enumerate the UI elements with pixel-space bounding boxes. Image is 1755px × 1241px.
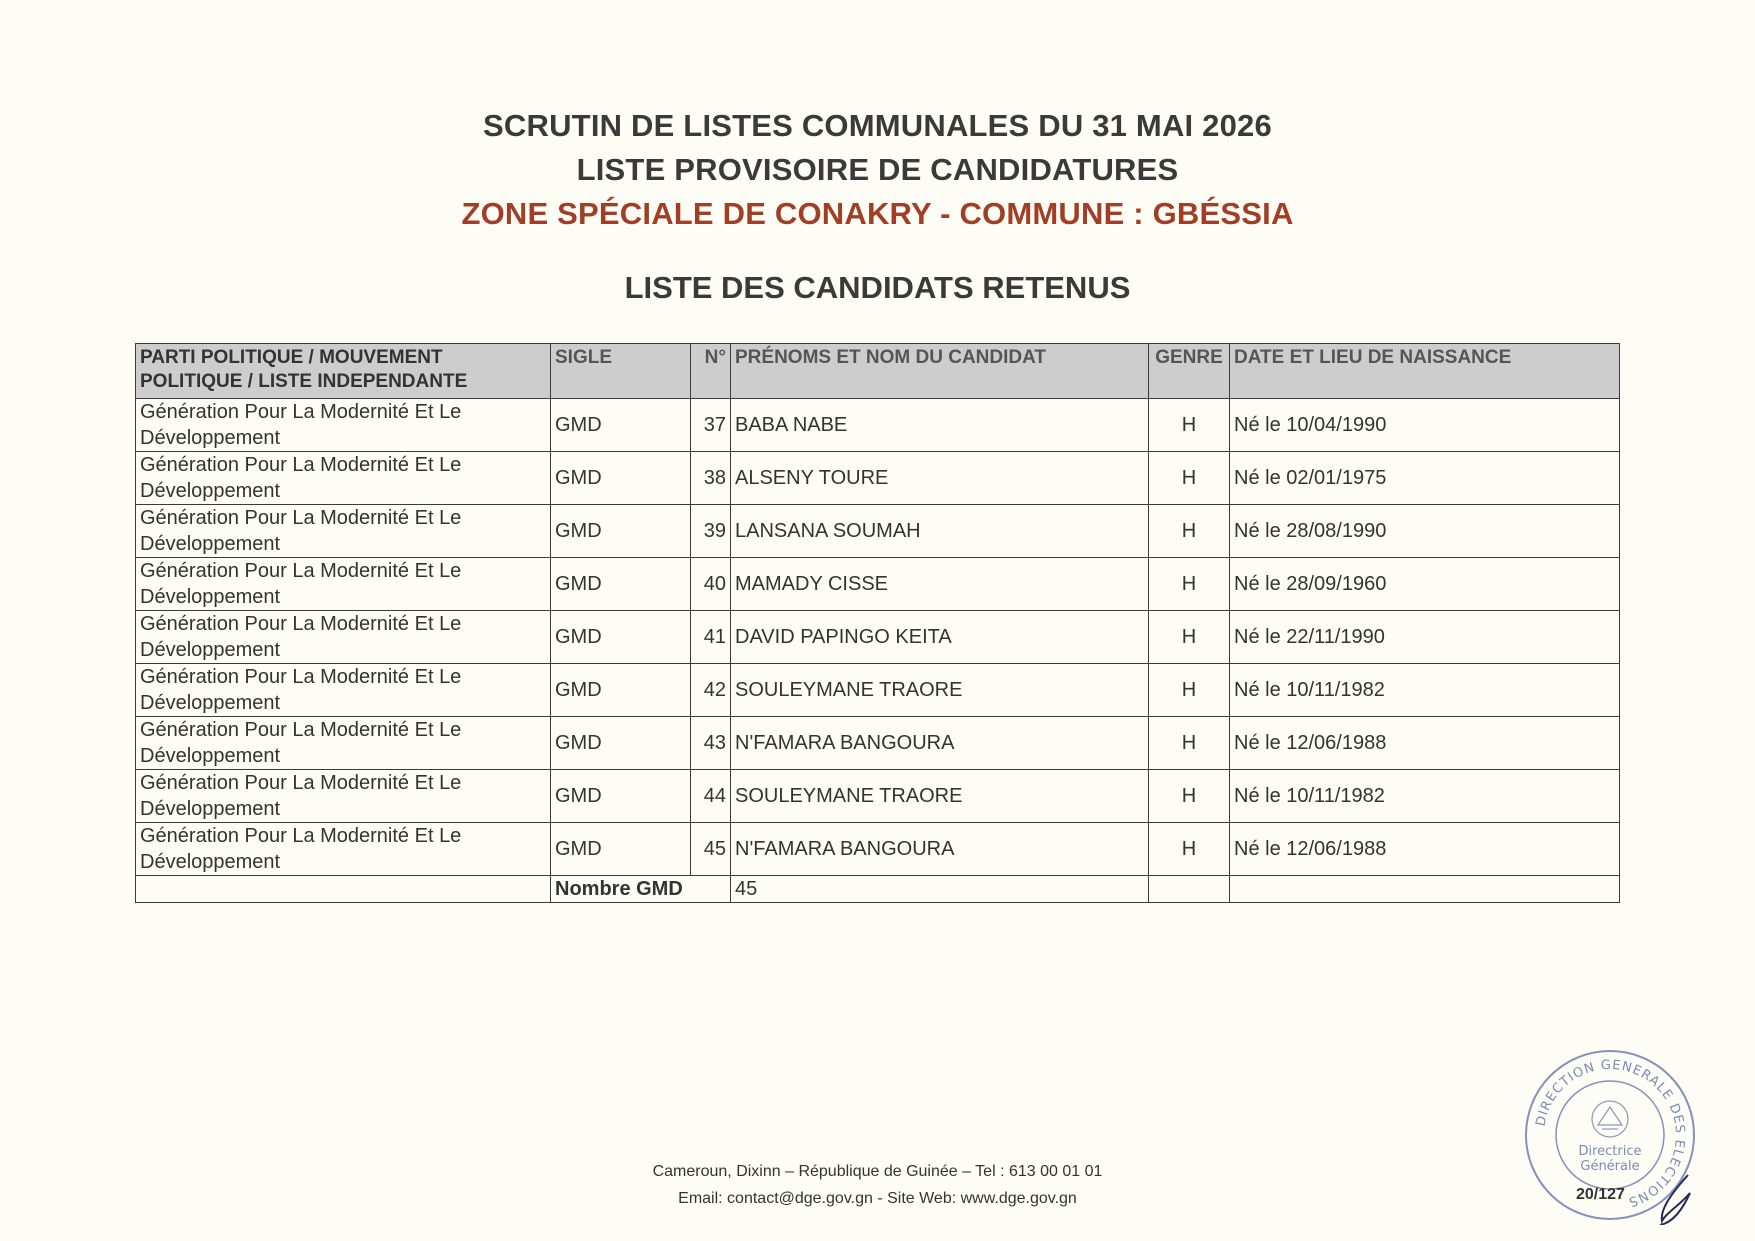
cell-number: 38 [691,452,731,505]
cell-candidate-name: N'FAMARA BANGOURA [731,823,1149,876]
header-genre: GENRE [1149,344,1230,399]
table-row [136,399,1620,452]
footer-contact: Email: contact@dge.gov.gn - Site Web: www.dge.gov.gn [678,1190,1077,1207]
cell-sigle: GMD [551,770,691,823]
total-label: Nombre GMD [551,876,731,903]
cell-genre: H [1149,505,1230,558]
cell-candidate-name: LANSANA SOUMAH [731,505,1149,558]
table-row [136,505,1620,558]
cell-birth: Né le 28/08/1990 [1230,505,1620,558]
table-row [136,770,1620,823]
table-header-row [136,344,1620,399]
cell-party: Génération Pour La Modernité Et Le Développement [136,664,551,717]
cell-sigle: GMD [551,717,691,770]
cell-number: 40 [691,558,731,611]
cell-party: Génération Pour La Modernité Et Le Développement [136,452,551,505]
stamp-ring-text: DIRECTION GENERALE DES ELECTIONS [1533,1057,1688,1210]
header-candidate-name: PRÉNOMS ET NOM DU CANDIDAT [731,344,1149,399]
cell-number: 37 [691,399,731,452]
header-sigle: SIGLE [551,344,691,399]
header-birth: DATE ET LIEU DE NAISSANCE [1230,344,1620,399]
table-row [136,823,1620,876]
stamp-center-line2: Générale [1580,1159,1640,1174]
cell-birth: Né le 10/11/1982 [1230,664,1620,717]
cell-number: 41 [691,611,731,664]
cell-candidate-name: ALSENY TOURE [731,452,1149,505]
cell-number: 42 [691,664,731,717]
cell-candidate-name: DAVID PAPINGO KEITA [731,611,1149,664]
cell-sigle: GMD [551,611,691,664]
table-row [136,717,1620,770]
cell-sigle: GMD [551,558,691,611]
cell-genre: H [1149,717,1230,770]
cell-genre: H [1149,664,1230,717]
document-header [0,104,1755,236]
cell-genre: H [1149,770,1230,823]
stamp-center-line1: Directrice [1578,1144,1642,1159]
cell-genre: H [1149,823,1230,876]
header-number: N° [691,344,731,399]
total-empty-cell [136,876,551,903]
cell-candidate-name: SOULEYMANE TRAORE [731,770,1149,823]
cell-sigle: GMD [551,505,691,558]
cell-party: Génération Pour La Modernité Et Le Développement [136,611,551,664]
cell-party: Génération Pour La Modernité Et Le Développement [136,823,551,876]
table-row [136,664,1620,717]
cell-number: 39 [691,505,731,558]
cell-candidate-name: SOULEYMANE TRAORE [731,664,1149,717]
table-row [136,611,1620,664]
cell-party: Génération Pour La Modernité Et Le Développement [136,717,551,770]
cell-sigle: GMD [551,399,691,452]
cell-party: Génération Pour La Modernité Et Le Développement [136,770,551,823]
header-party: PARTI POLITIQUE / MOUVEMENT POLITIQUE / LISTE INDEPENDANTE [136,344,551,399]
cell-candidate-name: MAMADY CISSE [731,558,1149,611]
cell-candidate-name: N'FAMARA BANGOURA [731,717,1149,770]
total-row [136,876,1620,903]
cell-number: 44 [691,770,731,823]
stamp-emblem-icon [1592,1101,1628,1137]
total-empty-cell [1149,876,1230,903]
cell-birth: Né le 10/11/1982 [1230,770,1620,823]
cell-number: 45 [691,823,731,876]
cell-sigle: GMD [551,452,691,505]
cell-birth: Né le 12/06/1988 [1230,717,1620,770]
total-value: 45 [731,876,1149,903]
cell-genre: H [1149,611,1230,664]
cell-birth: Né le 10/04/1990 [1230,399,1620,452]
document-footer [0,1158,1755,1212]
cell-genre: H [1149,399,1230,452]
cell-number: 43 [691,717,731,770]
cell-sigle: GMD [551,664,691,717]
cell-party: Génération Pour La Modernité Et Le Développement [136,558,551,611]
list-type-title: LISTE PROVISOIRE DE CANDIDATURES [576,152,1179,187]
list-subtitle: LISTE DES CANDIDATS RETENUS [624,270,1131,305]
table-row [136,452,1620,505]
cell-birth: Né le 02/01/1975 [1230,452,1620,505]
cell-genre: H [1149,452,1230,505]
cell-birth: Né le 28/09/1960 [1230,558,1620,611]
footer-address: Cameroun, Dixinn – République de Guinée – Tel : 613 00 01 01 [652,1163,1103,1180]
cell-candidate-name: BABA NABE [731,399,1149,452]
total-empty-cell [1230,876,1620,903]
cell-party: Génération Pour La Modernité Et Le Développement [136,505,551,558]
cell-birth: Né le 22/11/1990 [1230,611,1620,664]
candidates-table [135,343,1620,903]
zone-commune-title: ZONE SPÉCIALE DE CONAKRY - COMMUNE : GBÉSSIA [461,196,1294,231]
table-row [136,558,1620,611]
election-title: SCRUTIN DE LISTES COMMUNALES DU 31 MAI 2026 [483,108,1272,143]
cell-sigle: GMD [551,823,691,876]
cell-birth: Né le 12/06/1988 [1230,823,1620,876]
page-number: 20/127 [1576,1186,1625,1203]
cell-genre: H [1149,558,1230,611]
cell-party: Génération Pour La Modernité Et Le Développement [136,399,551,452]
